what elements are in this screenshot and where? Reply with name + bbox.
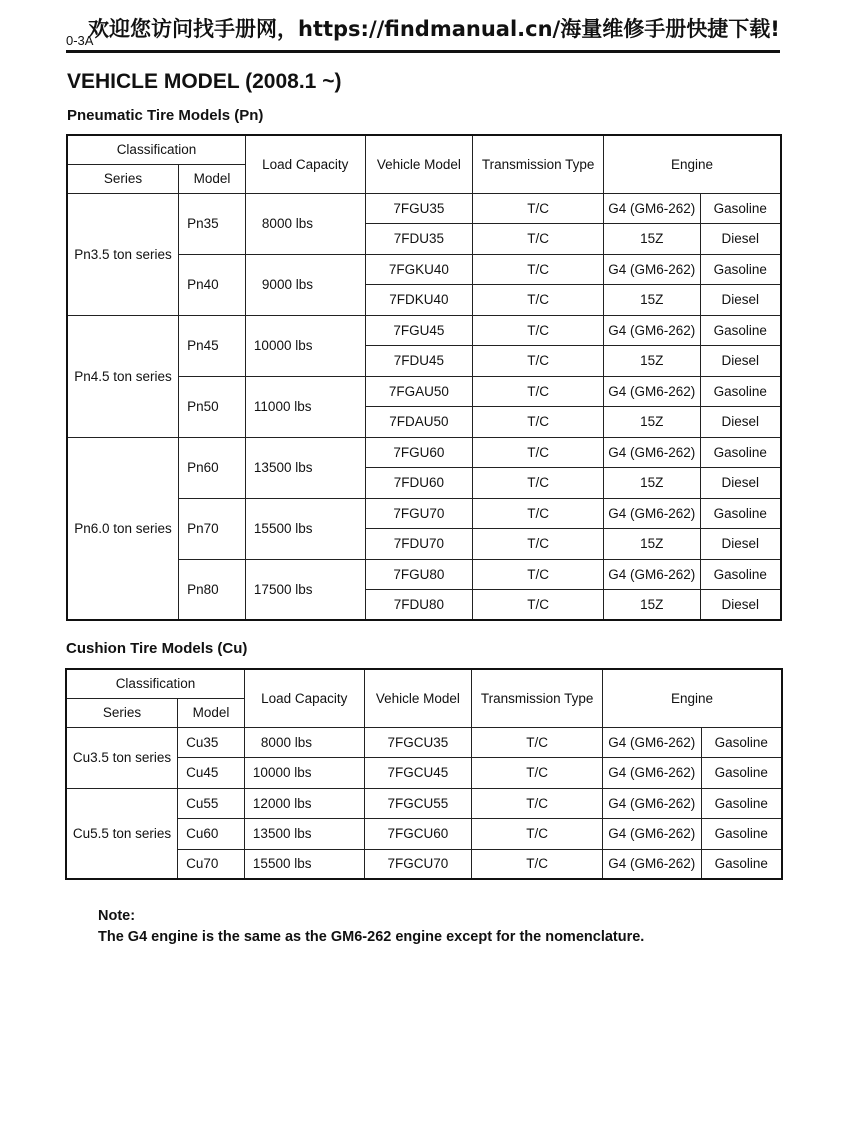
cushion-table [65,668,783,880]
capacity-cell: 15500 lbs [244,849,364,879]
model-cell: Cu45 [178,757,245,788]
engine-cell: 15Z [603,345,700,376]
table-row [66,788,782,818]
vehicle-model-cell: 7FGU60 [365,437,473,467]
vehicle-model-cell: 7FGU35 [365,193,473,223]
fuel-cell: Gasoline [701,788,782,818]
fuel-cell: Diesel [700,589,781,620]
fuel-cell: Gasoline [700,315,781,345]
transmission-cell: T/C [473,406,604,437]
capacity-cell: 11000 lbs [245,376,365,437]
header-transmission: Transmission Type [473,135,604,193]
transmission-cell: T/C [473,376,604,406]
engine-cell: G4 (GM6-262) [603,315,700,345]
page-number: 0-3A [66,33,94,48]
pneumatic-heading: Pneumatic Tire Models (Pn) [67,107,264,124]
capacity-cell: 10000 lbs [244,757,364,788]
header-vehicle-model: Vehicle Model [364,669,472,727]
fuel-cell: Gasoline [700,498,781,528]
engine-cell: G4 (GM6-262) [603,498,700,528]
transmission-cell: T/C [473,589,604,620]
model-cell: Pn80 [179,559,246,620]
engine-cell: 15Z [603,467,700,498]
vehicle-model-cell: 7FGU45 [365,315,473,345]
vehicle-model-cell: 7FGKU40 [365,254,473,284]
series-cell: Cu3.5 ton series [66,727,178,788]
engine-cell: G4 (GM6-262) [602,727,701,757]
fuel-cell: Gasoline [700,437,781,467]
vehicle-model-cell: 7FGCU55 [364,788,472,818]
transmission-cell: T/C [472,757,603,788]
transmission-cell: T/C [473,498,604,528]
vehicle-model-cell: 7FGCU70 [364,849,472,879]
engine-cell: G4 (GM6-262) [603,254,700,284]
note-label: Note: [98,908,136,924]
fuel-cell: Diesel [700,345,781,376]
engine-cell: G4 (GM6-262) [603,376,700,406]
cushion-heading: Cushion Tire Models (Cu) [66,640,248,657]
table-row [67,315,781,345]
fuel-cell: Diesel [700,467,781,498]
header-vehicle-model: Vehicle Model [365,135,473,193]
header-model: Model [179,164,246,193]
fuel-cell: Gasoline [700,559,781,589]
capacity-cell: 10000 lbs [245,315,365,376]
pneumatic-table [66,134,782,621]
capacity-cell: 13500 lbs [245,437,365,498]
engine-cell: G4 (GM6-262) [603,559,700,589]
download-banner: 欢迎您访问找手册网，https://findmanual.cn/海量维修手册快捷下载! [88,17,780,41]
fuel-cell: Gasoline [701,757,782,788]
header-transmission: Transmission Type [472,669,603,727]
header-engine: Engine [602,669,782,727]
capacity-cell: 9000 lbs [245,254,365,315]
vehicle-model-cell: 7FDU35 [365,223,473,254]
header-model: Model [178,698,245,727]
fuel-cell: Gasoline [701,727,782,757]
engine-cell: 15Z [603,223,700,254]
model-cell: Cu70 [178,849,245,879]
page-title: VEHICLE MODEL (2008.1 ~) [67,70,342,93]
series-cell: Cu5.5 ton series [66,788,178,879]
vehicle-model-cell: 7FDU60 [365,467,473,498]
engine-cell: 15Z [603,284,700,315]
transmission-cell: T/C [473,284,604,315]
transmission-cell: T/C [473,437,604,467]
vehicle-model-cell: 7FDU80 [365,589,473,620]
table-row [67,437,781,467]
table-row [66,727,782,757]
fuel-cell: Gasoline [700,254,781,284]
fuel-cell: Gasoline [700,376,781,406]
engine-cell: G4 (GM6-262) [602,849,701,879]
transmission-cell: T/C [473,254,604,284]
fuel-cell: Diesel [700,528,781,559]
model-cell: Cu60 [178,818,245,849]
header-series: Series [67,164,179,193]
vehicle-model-cell: 7FGU80 [365,559,473,589]
fuel-cell: Diesel [700,223,781,254]
engine-cell: G4 (GM6-262) [602,788,701,818]
header-series: Series [66,698,178,727]
vehicle-model-cell: 7FGCU60 [364,818,472,849]
vehicle-model-cell: 7FDU70 [365,528,473,559]
transmission-cell: T/C [473,467,604,498]
engine-cell: 15Z [603,406,700,437]
series-cell: Pn3.5 ton series [67,193,179,315]
transmission-cell: T/C [473,223,604,254]
capacity-cell: 13500 lbs [244,818,364,849]
transmission-cell: T/C [473,315,604,345]
series-cell: Pn4.5 ton series [67,315,179,437]
model-cell: Cu35 [178,727,245,757]
engine-cell: G4 (GM6-262) [602,818,701,849]
header-classification: Classification [66,669,244,698]
note-text: The G4 engine is the same as the GM6-262 engine except for the nomenclature. [98,929,645,945]
fuel-cell: Gasoline [701,849,782,879]
header-classification: Classification [67,135,245,164]
note [98,906,644,948]
vehicle-model-cell: 7FGU70 [365,498,473,528]
capacity-cell: 12000 lbs [244,788,364,818]
vehicle-model-cell: 7FDKU40 [365,284,473,315]
transmission-cell: T/C [472,818,603,849]
capacity-cell: 17500 lbs [245,559,365,620]
fuel-cell: Gasoline [701,818,782,849]
fuel-cell: Diesel [700,406,781,437]
model-cell: Pn50 [179,376,246,437]
model-cell: Cu55 [178,788,245,818]
engine-cell: 15Z [603,589,700,620]
vehicle-model-cell: 7FGCU45 [364,757,472,788]
model-cell: Pn70 [179,498,246,559]
transmission-cell: T/C [473,345,604,376]
transmission-cell: T/C [473,528,604,559]
header-load-capacity: Load Capacity [245,135,365,193]
capacity-cell: 8000 lbs [245,193,365,254]
transmission-cell: T/C [472,849,603,879]
model-cell: Pn35 [179,193,246,254]
header-load-capacity: Load Capacity [244,669,364,727]
series-cell: Pn6.0 ton series [67,437,179,620]
transmission-cell: T/C [473,559,604,589]
model-cell: Pn45 [179,315,246,376]
model-cell: Pn60 [179,437,246,498]
vehicle-model-cell: 7FGAU50 [365,376,473,406]
engine-cell: G4 (GM6-262) [603,437,700,467]
vehicle-model-cell: 7FDU45 [365,345,473,376]
engine-cell: 15Z [603,528,700,559]
transmission-cell: T/C [473,193,604,223]
engine-cell: G4 (GM6-262) [602,757,701,788]
header-engine: Engine [603,135,781,193]
engine-cell: G4 (GM6-262) [603,193,700,223]
vehicle-model-cell: 7FDAU50 [365,406,473,437]
capacity-cell: 15500 lbs [245,498,365,559]
capacity-cell: 8000 lbs [244,727,364,757]
model-cell: Pn40 [179,254,246,315]
table-row [67,193,781,223]
vehicle-model-cell: 7FGCU35 [364,727,472,757]
fuel-cell: Diesel [700,284,781,315]
fuel-cell: Gasoline [700,193,781,223]
header-rule [66,50,780,53]
transmission-cell: T/C [472,788,603,818]
transmission-cell: T/C [472,727,603,757]
